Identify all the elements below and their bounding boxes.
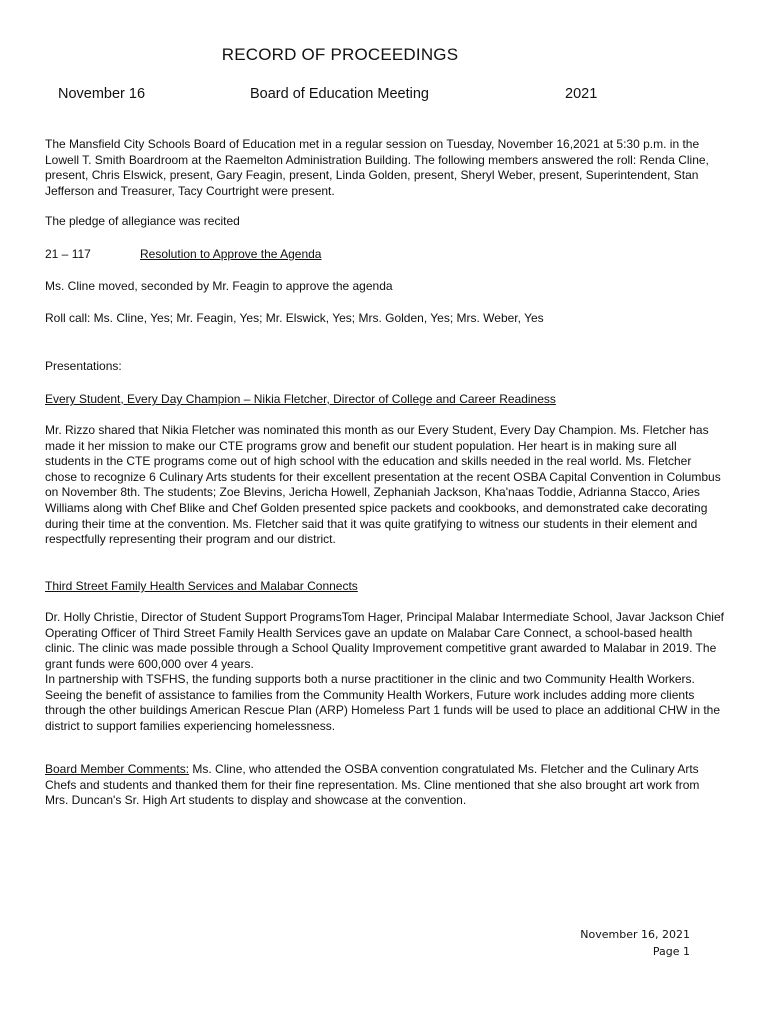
board-comments-label: Board Member Comments: <box>45 762 190 776</box>
presentation-2-body-1: Dr. Holly Christie, Director of Student Support ProgramsTom Hager, Principal Malabar Intermediate School, Javar Jackson Chief Operating Officer of Third Street Family Health Services gave an update on Malabar Care Connect, a school-based health clinic. The clinic was made possible through a School Quality Improvement competitive grant awarded to Malabar in 2019. The grant funds were 600,000 over 4 years. <box>45 610 724 671</box>
board-comments-paragraph <box>45 762 725 809</box>
roll-call-text: Roll call: Ms. Cline, Yes; Mr. Feagin, Yes; Mr. Elswick, Yes; Mrs. Golden, Yes; Mrs. Weber, Yes <box>45 311 544 325</box>
footer-page-number: Page 1 <box>652 945 690 958</box>
page-title: RECORD OF PROCEEDINGS <box>221 45 459 64</box>
footer-date: November 16, 2021 <box>580 928 690 941</box>
resolution-number: 21 – 117 <box>45 247 91 261</box>
board-comments-body: Ms. Cline, who attended the OSBA convention congratulated Ms. Fletcher and the Culinary Arts Chefs and students and thanked them for their fine representation. Ms. Cline mentioned that she also brought art work from Mrs. Duncan's Sr. High Art students to display and showcase at the convention. <box>45 762 700 808</box>
intro-paragraph: The Mansfield City Schools Board of Education met in a regular session on Tuesday, November 16,2021 at 5:30 p.m. in the Lowell T. Smith Boardroom at the Raemelton Administration Building. The following members answered the roll: Renda Cline, present, Chris Elswick, present, Gary Feagin, present, Linda Golden, present, Sheryl Weber, present, Superintendent, Stan Jefferson and Treasurer, Tacy Courtright were present. <box>45 137 709 198</box>
presentation-2-heading: Third Street Family Health Services and Malabar Connects <box>45 579 358 593</box>
resolution-title: Resolution to Approve the Agenda <box>140 247 322 261</box>
presentation-1-heading: Every Student, Every Day Champion – Nikia Fletcher, Director of College and Career Readiness <box>45 392 556 406</box>
meeting-date: November 16 <box>58 86 146 102</box>
pledge-text: The pledge of allegiance was recited <box>45 214 240 228</box>
meeting-year: 2021 <box>565 86 598 102</box>
motion-text: Ms. Cline moved, seconded by Mr. Feagin to approve the agenda <box>45 279 393 293</box>
presentations-label: Presentations: <box>45 359 122 373</box>
presentation-1-body: Mr. Rizzo shared that Nikia Fletcher was nominated this month as our Every Student, Every Day Champion. Ms. Fletcher has made it her mission to make our CTE programs grow and benefit our student population. Her heart is in making sure all students in the CTE programs come out of high school with the education and skills needed in the real world. Ms. Fletcher chose to recognize 6 Culinary Arts students for their excellent presentation at the recent OSBA Capital Convention in Columbus on November 8th. The students; Zoe Blevins, Jericha Howell, Zephaniah Jackson, Kha'naas Toddie, Adrianna Stacco, Aries Williams along with Chef Blike and Chef Golden presented spice packets and cookbooks, and demonstrated cake decorating during their time at the convention. Ms. Fletcher said that it was quite gratifying to witness our students in their element and respectfully representing their program and our district. <box>45 423 721 547</box>
presentation-2-body-2: In partnership with TSFHS, the funding supports both a nurse practitioner in the clinic and two Community Health Workers. Seeing the benefit of assistance to families from the Community Health Workers, Future work includes adding more clients through the other buildings American Rescue Plan (ARP) Homeless Part 1 funds will be used to place an additional CHW in the district to support families experiencing homelessness. <box>45 672 721 733</box>
meeting-type: Board of Education Meeting <box>250 86 429 102</box>
